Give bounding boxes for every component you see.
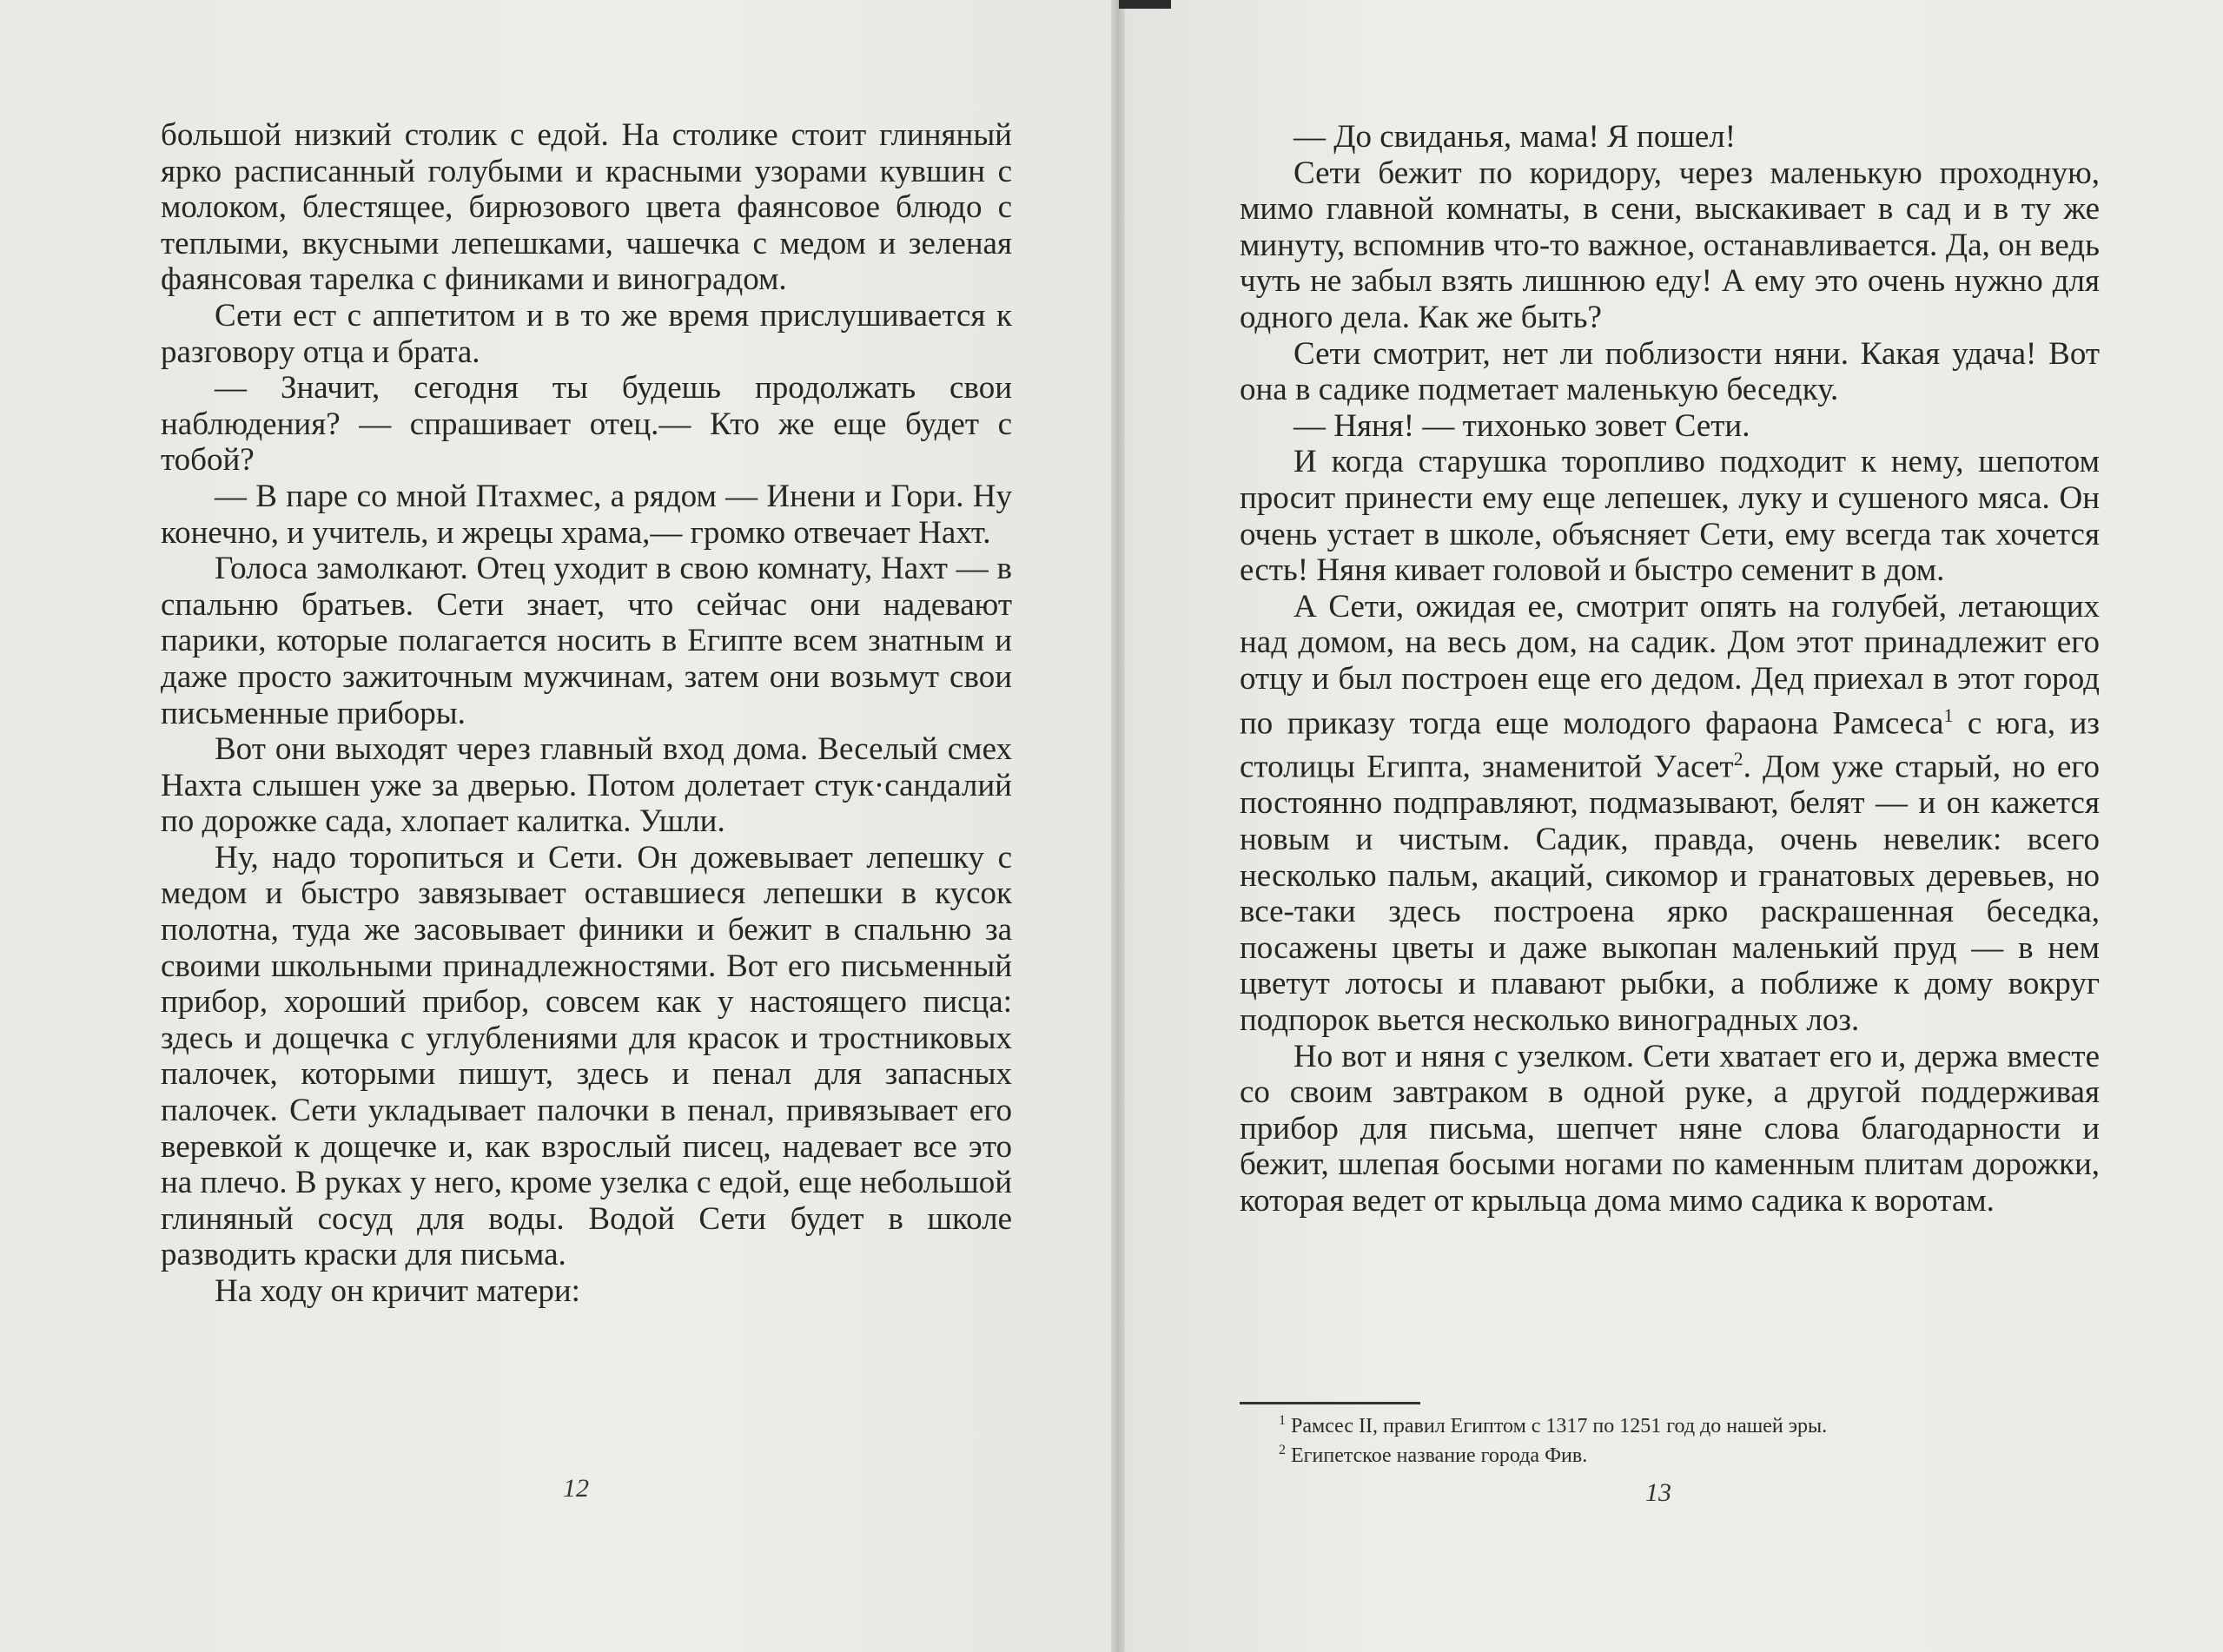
scan-edge-mark — [1119, 0, 1171, 9]
paragraph: Но вот и няня с узелком. Сети хватает его и, держа вместе со своим завтраком в одной руке, а другой поддерживая прибор для письма, шепчет няне слова благодарности и бежит, шлепая босыми ногами по каменным плитам дорожки, которая ведет от крыльца дома мимо садика к воротам. — [1240, 1038, 2100, 1219]
paragraph-text: А Сети, ожидая ее, смотрит опять на голубей, летающих над домом, на весь дом, на садик. Дом этот принадлежит его отцу и был построен еще его дедом. Дед приехал в этот город по приказу тогда еще молодого фараона Рамсеса — [1240, 588, 2100, 741]
left-page-text — [161, 117, 1012, 1310]
paragraph: На ходу он кричит матери: — [215, 1273, 580, 1309]
paragraph-text: с юга, из столицы Египта, знаменитой Уасет — [1240, 704, 2100, 785]
right-page-text — [1240, 119, 2100, 1219]
paragraph: Голоса замолкают. Отец уходит в свою комнату, Нахт — в спальню братьев. Сети знает, что сейчас они надевают парики, которые полагается носить в Египте всем знатным и даже просто зажиточным мужчинам, затем они возьмут свои письменные приборы. — [161, 551, 1012, 731]
paragraph: Сети смотрит, нет ли поблизости няни. Какая удача! Вот она в садике подметает маленькую беседку. — [1240, 335, 2100, 408]
footnotes — [1279, 1409, 2061, 1468]
footnote — [1279, 1438, 2061, 1468]
paragraph: — Значит, сегодня ты будешь продолжать свои наблюдения? — спрашивает отец.— Кто же еще будет с тобой? — [161, 370, 1012, 479]
footnote-text: Рамсес II, правил Египтом с 1317 по 1251 год до нашей эры. — [1291, 1415, 1828, 1437]
footnote-text: Египетское название города Фив. — [1291, 1444, 1588, 1467]
paragraph: — До свиданья, мама! Я пошел! — [1293, 119, 1737, 155]
paragraph: Ну, надо торопиться и Сети. Он дожевывает лепешку с медом и быстро завязывает оставшиеся лепешки в кусок полотна, туда же засовывает финики и бежит в спальню за своими школьными принадлежностями. Вот его письменный прибор, хороший прибор, совсем как у настоящего писца: здесь и дощечка с углублениями для красок и тростниковых палочек, которыми пишут, здесь и пенал для запасных палочек. Сети укладывает палочки в пенал, привязывает его веревкой к дощечке и, как взрослый писец, надевает все это на плечо. В руках у него, кроме узелка с едой, еще небольшой глиняный сосуд для воды. Водой Сети будет в школе разводить краски для письма. — [161, 839, 1012, 1273]
footnote-number: 1 — [1279, 1413, 1286, 1428]
paragraph-with-footnotes — [1240, 589, 2100, 1039]
page-number-left: 12 — [563, 1474, 589, 1503]
footnote-number: 2 — [1279, 1443, 1286, 1457]
footnote-marker: 1 — [1943, 704, 1954, 726]
right-page — [1118, 0, 2223, 1652]
book-gutter — [1111, 0, 1125, 1652]
footnote-marker: 2 — [1733, 748, 1743, 770]
footnote-divider — [1240, 1402, 1420, 1404]
paragraph: Сети бежит по коридору, через маленькую проходную, мимо главной комнаты, в сени, выскакивает в сад и в ту же минуту, вспомнив что-то важное, останавливается. Да, он ведь чуть не забыл взять лишнюю еду! А ему это очень нужно для одного дела. Как же быть? — [1240, 155, 2100, 335]
page-number-right: 13 — [1645, 1478, 1671, 1507]
paragraph: Вот они выходят через главный вход дома. Веселый смех Нахта слышен уже за дверью. Потом долетает стук·сандалий по дорожке сада, хлопает калитка. Ушли. — [161, 731, 1012, 840]
paragraph-text: . Дом уже старый, но его постоянно подправляют, подмазывают, белят — и он кажется новым и чистым. Садик, правда, очень невелик: всего несколько пальм, акаций, сикомор и гранатовых деревьев, но все-таки здесь построена ярко раскрашенная беседка, посажены цветы и даже выкопан маленький пруд — в нем цветут лотосы и плавают рыбки, а поближе к дому вокруг подпорок вьется несколько виноградных лоз. — [1240, 749, 2100, 1038]
paragraph: Сети ест с аппетитом и в то же время прислушивается к разговору отца и брата. — [161, 297, 1012, 370]
paragraph: — В паре со мной Птахмес, а рядом — Инени и Гори. Ну конечно, и учитель, и жрецы храма,— громко отвечает Нахт. — [161, 478, 1012, 551]
paragraph: большой низкий столик с едой. На столике стоит глиняный ярко расписанный голубыми и красными узорами кувшин с молоком, блестящее, бирюзового цвета фаянсовое блюдо с теплыми, вкусными лепешками, чашечка с медом и зеленая фаянсовая тарелка с финиками и виноградом. — [161, 117, 1012, 298]
footnote — [1279, 1409, 2061, 1438]
paragraph: — Няня! — тихонько зовет Сети. — [1293, 407, 1750, 444]
paragraph: И когда старушка торопливо подходит к нему, шепотом просит принести ему еще лепешек, луку и сушеного мяса. Он очень устает в школе, объясняет Сети, ему всегда так хочется есть! Няня кивает головой и быстро семенит в дом. — [1240, 444, 2100, 589]
